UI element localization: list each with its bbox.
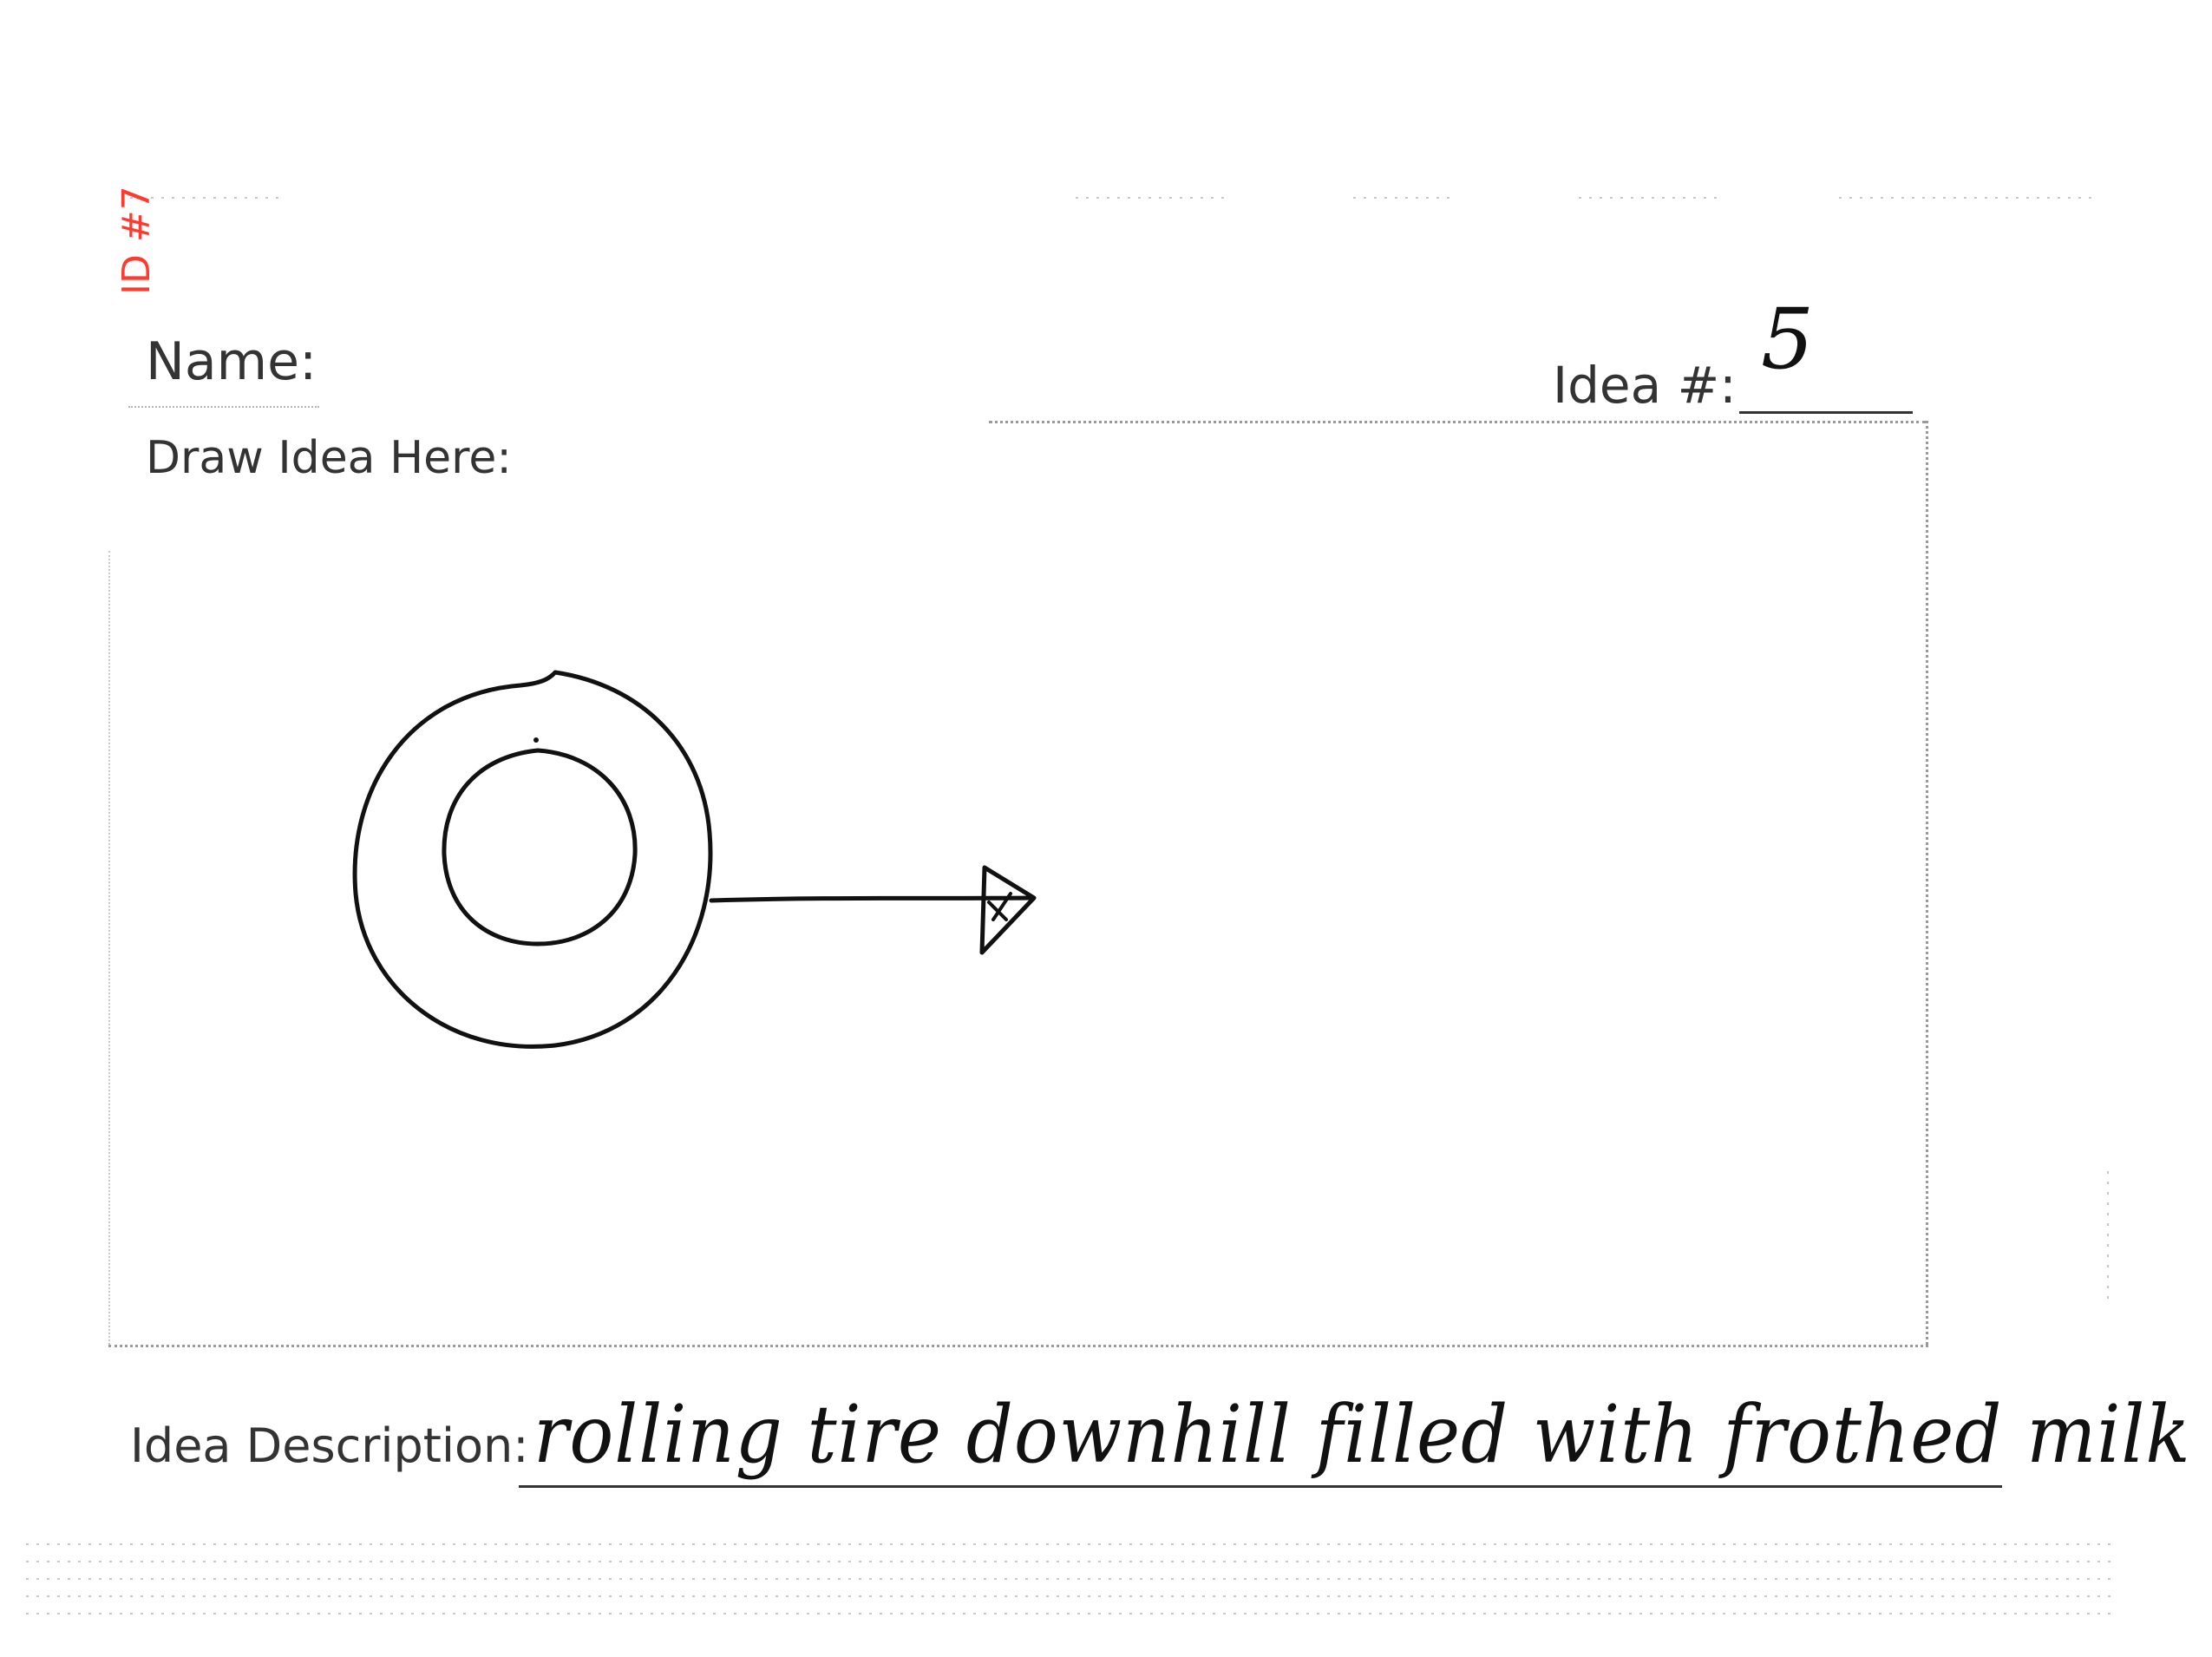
idea-number-label: Idea #: [1553,356,1737,415]
id-stamp: ID #7 [115,186,159,295]
draw-idea-label: Draw Idea Here: [146,432,512,484]
idea-description-underline [519,1485,2002,1488]
idea-description-label: Idea Description: [130,1418,529,1473]
idea-number-value: 5 [1761,291,1815,388]
name-label: Name: [146,331,317,392]
inner-tire-circle [444,750,635,944]
idea-description-value: rolling tire downhill filled with frothed milk [533,1388,2191,1481]
outer-tire-circle [355,672,710,1046]
